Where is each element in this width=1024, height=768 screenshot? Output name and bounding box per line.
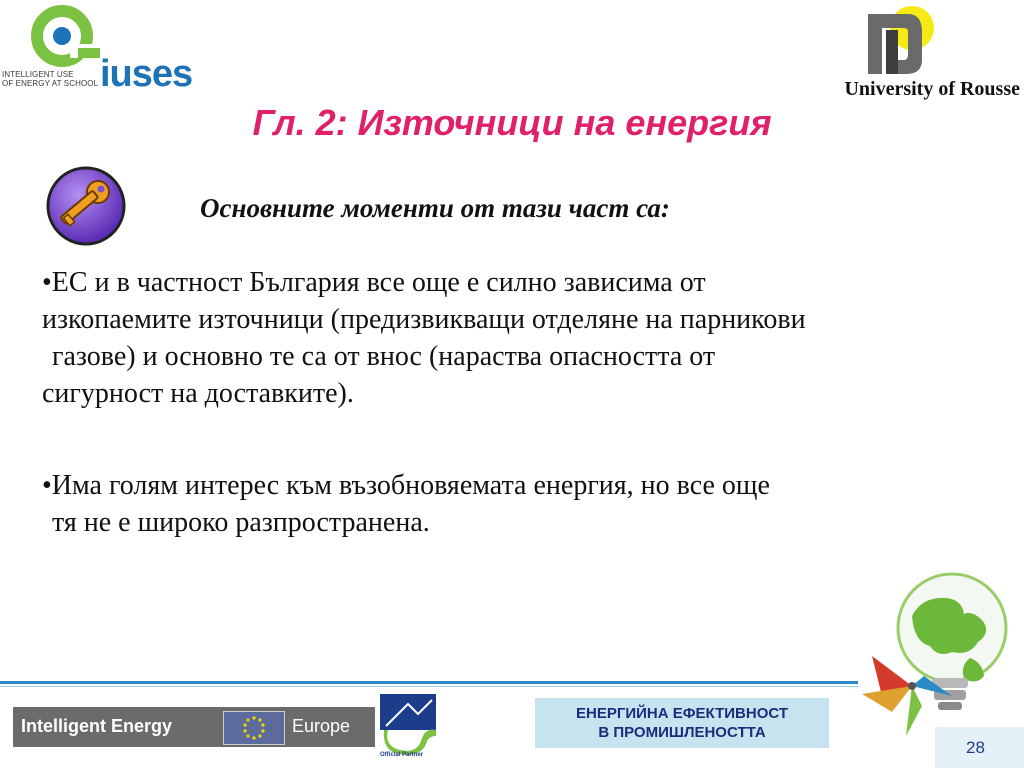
eu-flag-icon: [223, 711, 285, 745]
iuses-tagline-line1: INTELLIGENT USE: [2, 70, 74, 79]
energy-efficiency-box: [535, 698, 829, 748]
bullet2-line2: тя не е широко разпространена.: [52, 507, 430, 538]
energy-efficiency-line2: В ПРОМИШЛЕНОСТТА: [598, 724, 766, 741]
bullet2-line1: •Има голям интерес към възобновяемата енергия, но все още: [42, 470, 770, 501]
university-name: University of Rousse: [844, 78, 1020, 100]
bullet-paragraph-1: [42, 264, 992, 412]
footer-divider-thin: [0, 686, 858, 687]
bullet1-line1: •ЕС и в частност България все още е силно зависима от: [42, 267, 706, 298]
bullet1-line2: изкопаемите източници (предизвикващи отделяне на парникови: [42, 304, 806, 335]
page-number: 28: [966, 738, 985, 757]
bullet1-line4: сигурност на доставките).: [42, 378, 354, 409]
key-icon: [44, 165, 128, 247]
ie-banner-right-text: Europe: [292, 716, 351, 736]
bullet-paragraph-2: [42, 467, 992, 541]
intelligent-energy-europe-banner: [13, 707, 375, 747]
ie-banner-left-text: Intelligent Energy: [21, 716, 173, 736]
iuses-wordmark: iuses: [100, 53, 193, 95]
iuses-tagline-line2: OF ENERGY AT SCHOOL: [2, 79, 99, 88]
university-logo-icon: [860, 0, 940, 80]
official-partner-logo: [378, 690, 440, 760]
bulb-earth-icon: [852, 566, 1024, 746]
slide-title: Гл. 2: Източници на енергия: [252, 102, 772, 143]
official-partner-label: Official Partner: [380, 752, 424, 758]
slide-subtitle: Основните моменти от тази част са:: [200, 193, 670, 223]
bullet1-line3: газове) и основно те са от внос (нараства опасността от: [52, 341, 716, 372]
energy-efficiency-line1: ЕНЕРГИЙНА ЕФЕКТИВНОСТ: [576, 705, 788, 722]
footer-divider: [0, 681, 858, 684]
iuses-tagline: [2, 70, 102, 88]
